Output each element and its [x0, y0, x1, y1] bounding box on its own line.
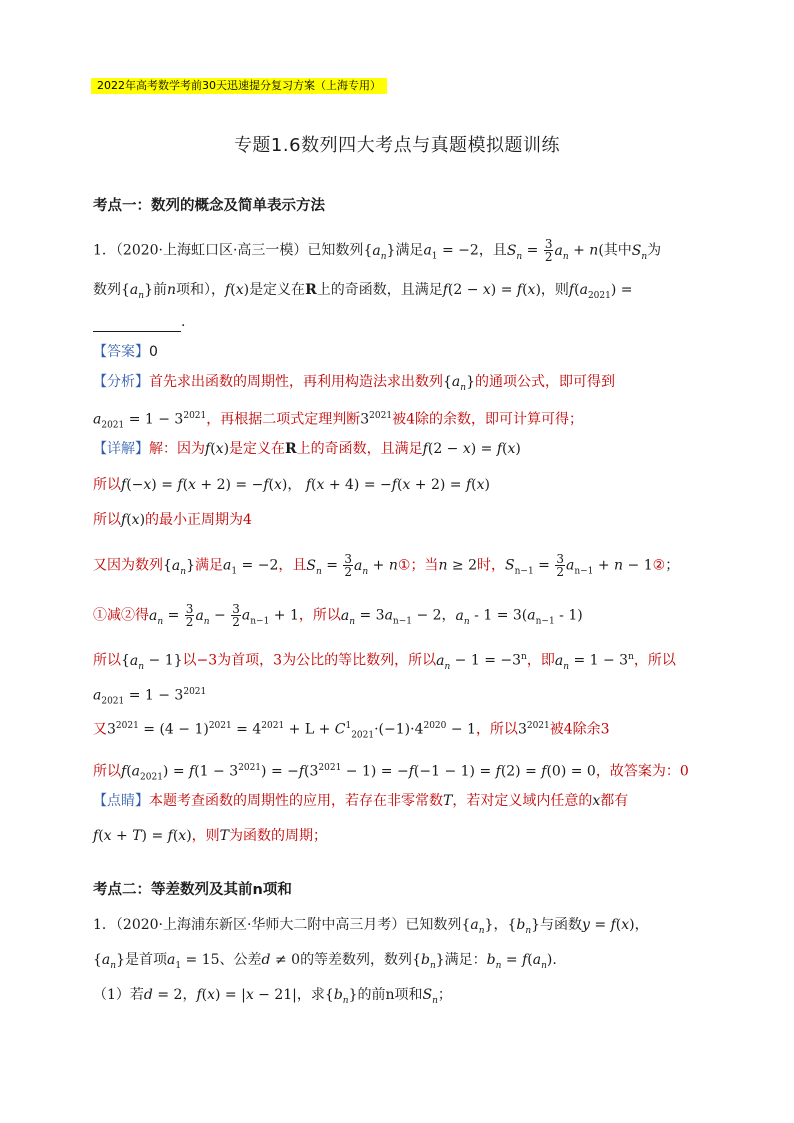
detail-line-4: 又因为数列$\{a_n\}$满足$a_1 = -2$，且$S_n$ = $\frac{3}{2}$ $a_n$ + n①；当n ≥ 2时，$S_{n-1}$ = $\frac{3}{2}$ $a_{n-1} + n$ − 1②；	[93, 552, 680, 579]
detail-line-3: 所以f(x)的最小正周期为4	[93, 512, 252, 528]
question-text: 为	[647, 242, 662, 259]
detail-line-8: 又$3^{2021} = (4 - 1)^{2021} = 4^{2021} + L + C^1_{2021}\cdot(-1)\cdot 4^{2020} - 1$，所以$3^{2021}$被4除余3	[93, 721, 610, 741]
question-1-line-1: 1．（2020·上海虹口区·高三一模）已知数列$\{a_n\}$满足$a_1 = -2$，且$S_n$ = $\frac{3}{2}$ $a_n + n$(其中$S_n$为	[93, 237, 662, 264]
comment-label: 【点睛】	[93, 793, 149, 809]
detail-text: ，且	[278, 557, 307, 574]
question-2-line-1: 1．（2020·上海浦东新区·华师大二附中高三月考）已知数列$\{a_n\}$，$\{b_n\}$与函数y = f(x)，	[93, 917, 649, 936]
detail-text: 解：因为	[149, 441, 205, 457]
section-heading-1: 考点一：数列的概念及简单表示方法	[93, 198, 325, 214]
comment-text: 本题考查函数的周期性的应用，若存在非零常数	[149, 793, 443, 809]
detail-text: 被4除余3	[549, 721, 610, 738]
question-text: 与函数	[540, 917, 583, 933]
question-2-line-2: $\{a_n\}$是首项$a_1 = 15$、公差d ≠ 0的等差数列，数列$\{b_n\}$满足：$b_n = f(a_n)$.	[93, 952, 557, 971]
question-text: 的前n项和	[357, 987, 423, 1003]
detail-text: 满足	[195, 557, 223, 574]
detail-text: 得	[135, 607, 149, 624]
answer-label: 【答案】	[93, 344, 149, 360]
detail-text: ，所以	[298, 607, 341, 624]
comment-text: ，则	[191, 828, 220, 844]
detail-text: 又	[93, 721, 107, 738]
analysis-line-2: $a_{2021} = 1 - 3^{2021}$，再根据二项式定理判断$3^{2021}$被4除的余数，即可计算可得；	[93, 411, 583, 431]
question-text: 数列	[93, 282, 121, 298]
detail-text: ，即	[526, 652, 555, 669]
detail-label: 【详解】	[93, 441, 149, 457]
analysis-text: 被4除的余数，即可计算可得；	[392, 411, 583, 428]
comment-line-1: 【点睛】本题考查函数的周期性的应用，若存在非零常数T，若对定义域内任意的x都有	[93, 793, 629, 809]
detail-text: 的最小正周期为4	[145, 512, 252, 528]
question-text: 项和），	[176, 282, 226, 298]
detail-text: ，所以	[475, 721, 518, 738]
comment-text: 为函数的周期；	[229, 828, 328, 844]
question-2-line-3: （1）若d = 2，f(x) = |x − 21|，求$\{b_n\}$的前n项和$S_n$；	[93, 987, 452, 1006]
detail-text: 上的奇函数，且满足	[296, 441, 423, 457]
detail-text: 所以	[93, 477, 121, 493]
comment-line-2: f(x + T) = f(x)，则T为函数的周期；	[93, 828, 328, 844]
comment-text: 都有	[600, 793, 629, 809]
question-text: ，求	[296, 987, 325, 1003]
question-text: ，且	[478, 242, 507, 259]
question-text: (其中	[598, 242, 632, 259]
detail-text: 是定义在	[229, 441, 286, 457]
answer-value: 0	[149, 344, 158, 360]
header-banner: 2022年高考数学考前30天迅速提分复习方案（上海专用）	[91, 78, 387, 94]
answer-blank: .	[93, 312, 705, 332]
question-text: 满足：	[444, 952, 487, 968]
question-text: 是定义在	[249, 282, 306, 298]
page-title: 专题1.6数列四大考点与真题模拟题训练	[233, 135, 561, 156]
detail-line-7: $a_{2021} = 1 - 3^{2021}$	[93, 687, 207, 707]
detail-text: 又因为数列	[93, 557, 163, 574]
detail-line-1: 【详解】解：因为f(x)是定义在R上的奇函数，且满足f(2 − x) = f(x)	[93, 441, 521, 457]
comment-text: ，若对定义域内任意的	[452, 793, 593, 809]
question-text: 满足	[395, 242, 424, 259]
detail-text: 所以	[93, 763, 121, 780]
detail-text: ，所以	[633, 652, 676, 669]
detail-text: 所以	[93, 652, 121, 669]
question-text: 、公差	[219, 952, 262, 968]
question-text: 上的奇函数，且满足	[316, 282, 443, 298]
question-text: （1）若	[93, 987, 144, 1003]
question-text: 的等差数列，数列	[300, 952, 413, 968]
question-text: 1．（2020·上海虹口区·高三一模）已知数列	[93, 242, 364, 259]
question-text: 是首项	[125, 952, 167, 968]
detail-text: 以−3为首项，3为公比的等比数列，所以	[182, 652, 437, 669]
question-text: 前	[153, 282, 167, 298]
question-1-line-2: 数列$\{a_n\}$前n项和），f(x)是定义在R上的奇函数，且满足f(2 − x) = f(x)，则$f(a_{2021})$ =	[93, 282, 633, 301]
question-text: ，	[493, 917, 508, 933]
detail-line-2: 所以f(−x) = f(x + 2) = −f(x)， f(x + 4) = −f(x + 2) = f(x)	[93, 477, 490, 493]
detail-text: 时，	[477, 557, 506, 574]
analysis-text: ，再根据二项式定理判断	[206, 411, 361, 428]
detail-text: 所以	[93, 512, 121, 528]
analysis-label: 【分析】	[93, 374, 149, 390]
detail-line-6: 所以$\{a_n - 1\}$以−3为首项，3为公比的等比数列，所以$a_n - 1 = -3^n$，即$a_n = 1 - 3^n$，所以	[93, 652, 676, 672]
question-text: ，则	[540, 282, 569, 298]
detail-line-5: ①减②得$a_n$ = $\frac{3}{2}$ $a_n$ − $\frac{3}{2}$ $a_{n-1} + 1$，所以$a_n = 3a_{n-1} - 2$，$a_n - 1 = 3(a_{n-1} - 1)$	[93, 602, 583, 629]
analysis-text: 首先求出函数的周期性，再利用构造法求出数列	[149, 374, 443, 390]
analysis-line-1: 【分析】首先求出函数的周期性，再利用构造法求出数列$\{a_n\}$的通项公式，即可得到	[93, 374, 615, 393]
question-text: ，	[182, 987, 197, 1003]
analysis-text: 的通项公式，即可得到	[475, 374, 615, 390]
answer-line	[93, 342, 705, 362]
detail-line-9: 所以$f(a_{2021}) = f(1 - 3^{2021}) = -f(3^{2021} - 1) = -f(-1 - 1) = f(2) = f(0) = 0$，故答案为：0	[93, 763, 689, 783]
question-text: 1．（2020·上海浦东新区·华师大二附中高三月考）已知数列	[93, 917, 462, 933]
detail-text: ，故答案为：0	[595, 763, 689, 780]
detail-text: ；当	[410, 557, 439, 574]
section-heading-2: 考点二：等差数列及其前n项和	[93, 882, 292, 898]
